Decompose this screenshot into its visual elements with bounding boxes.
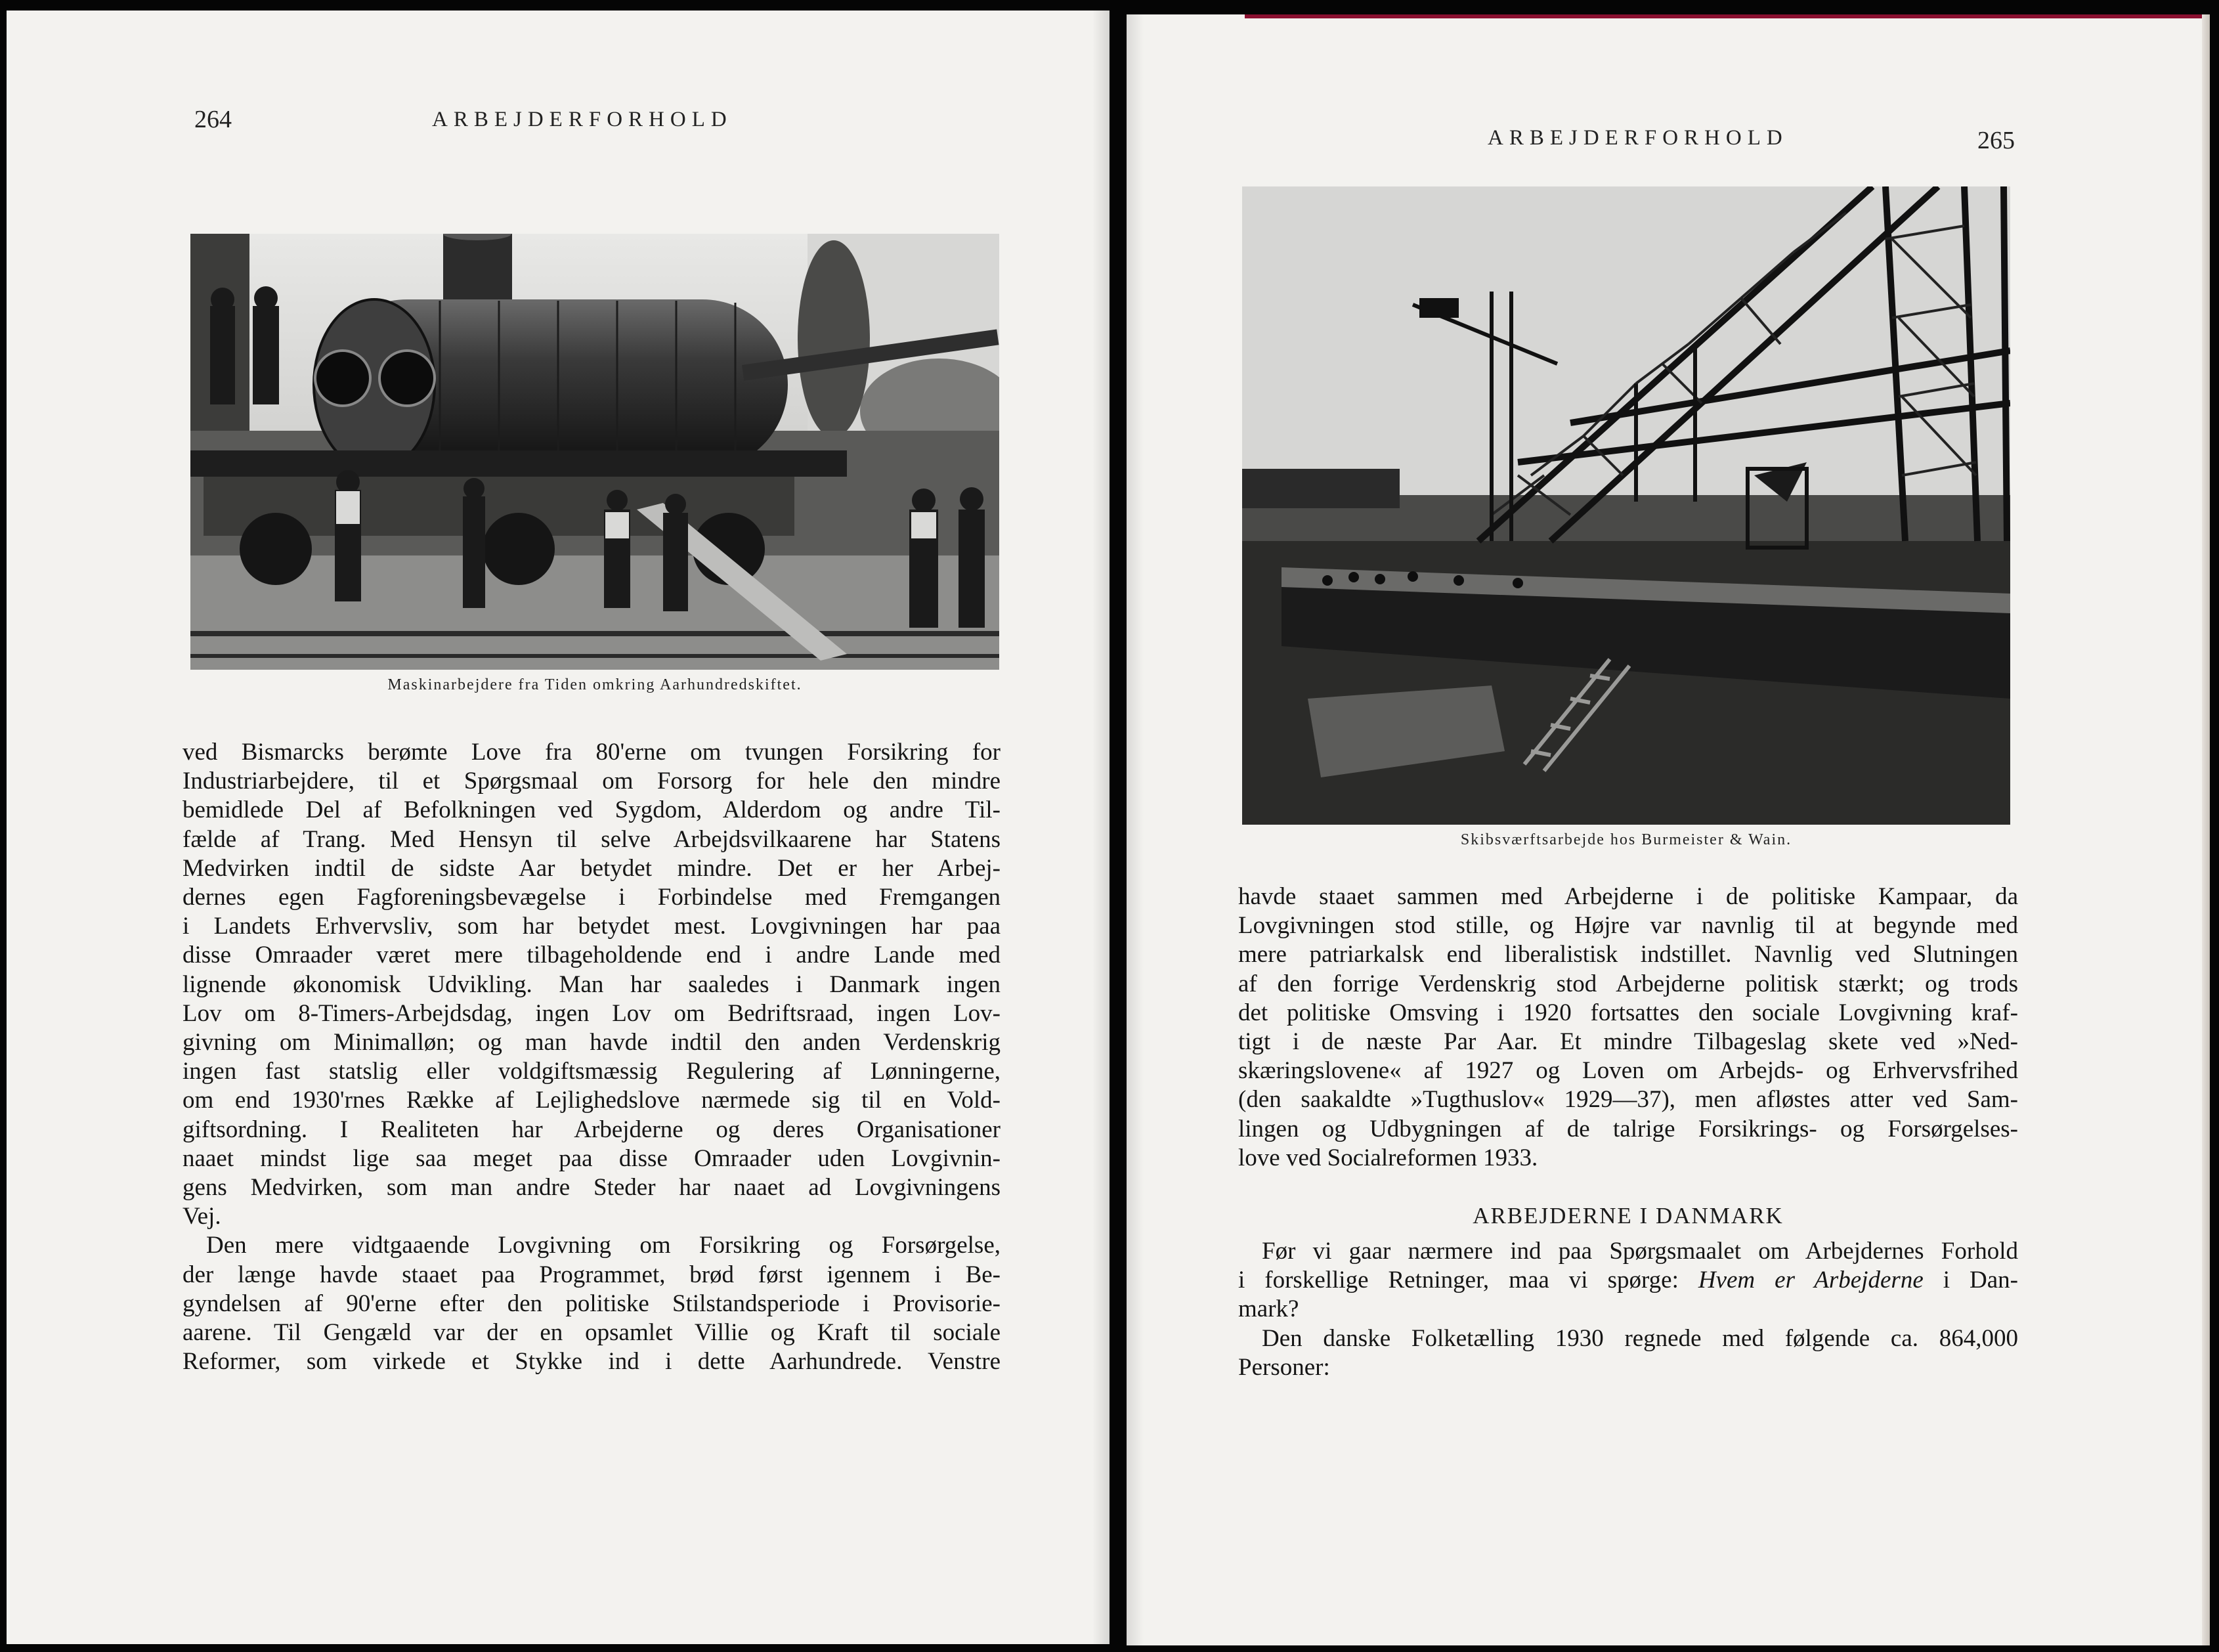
- photo-boiler-workers: [190, 234, 999, 670]
- running-head: ARBEJDERFORHOLD: [432, 108, 733, 131]
- text-line: tigt i de næste Par Aar. Et mindre Tilbageslag skete ved »Ned-: [1238, 1028, 2018, 1056]
- text-line: givning om Minimalløn; og man havde indtil den anden Verdenskrig: [183, 1029, 1001, 1056]
- text-line: gyndelsen af 90'erne efter den politiske Stilstandsperiode i Provisorie-: [183, 1290, 1001, 1317]
- figure-caption: Maskinarbejdere fra Tiden omkring Aarhundredskiftet.: [387, 676, 802, 693]
- text-line: bemidlede Del af Befolkningen ved Sygdom, Alderdom og andre Til-: [183, 796, 1001, 824]
- text-run: Personer:: [1238, 1353, 1330, 1381]
- text-run: Den danske Folketælling 1930 regnede med følgende ca. 864,000: [1262, 1324, 2018, 1352]
- figure-caption: Skibsværftsarbejde hos Burmeister & Wain.: [1460, 831, 1792, 848]
- section-body-text: [1238, 1237, 2018, 1382]
- text-run: Før vi gaar nærmere ind paa Spørgsmaalet om Arbejdernes Forhold: [1262, 1238, 2018, 1265]
- text-line: gens Medvirken, som man andre Steder har naaet ad Lovgivningens: [183, 1174, 1001, 1202]
- text-line: lignende økonomisk Udvikling. Man har saaledes i Danmark ingen: [183, 970, 1001, 998]
- text-line: ved Bismarcks berømte Love fra 80'erne om tvungen Forsikring for: [183, 739, 1001, 766]
- shipyard-illustration: [1242, 186, 2010, 825]
- text-line: disse Omraader været mere tilbageholdende end i andre Lande med: [183, 942, 1001, 969]
- text-line: mere patriarkalsk end liberalistisk indstillet. Navnlig ved Slutningen: [1238, 941, 2018, 968]
- left-page: [7, 11, 1110, 1644]
- gutter-shadow-right: [1127, 14, 1144, 1645]
- text-line: i Landets Erhvervsliv, som har betydet mest. Lovgivningen har paa: [183, 913, 1001, 940]
- text-line: love ved Socialreformen 1933.: [1238, 1144, 1538, 1171]
- text-line: Vej.: [183, 1203, 221, 1230]
- text-line: dernes egen Fagforeningsbevægelse i Forbindelse med Fremgangen: [183, 884, 1001, 911]
- text-line: ingen fast statslig eller voldgiftsmæssig Regulering af Lønningerne,: [183, 1058, 1001, 1085]
- text-run: i Dan-: [1923, 1267, 2018, 1294]
- text-line: Den mere vidtgaaende Lovgivning om Forsikring og Forsørgelse,: [206, 1232, 1001, 1259]
- text-line: Industriarbejdere, til et Spørgsmaal om Forsorg for hele den mindre: [183, 768, 1001, 795]
- text-line: fælde af Trang. Med Hensyn til selve Arbejdsvilkaarene har Statens: [183, 825, 1001, 853]
- text-line: lingen og Udbygningen af de talrige Forsikrings- og Forsørgelses-: [1238, 1115, 2018, 1142]
- text-line: skæringslovene« af 1927 og Loven om Arbejds- og Erhvervsfrihed: [1238, 1057, 2018, 1085]
- text-line: [1238, 1237, 2018, 1266]
- page-number: 265: [1977, 127, 2015, 154]
- text-line: Medvirken indtil de sidste Aar betydet mindre. Det er her Arbej-: [183, 854, 1001, 882]
- text-line: der længe havde staaet paa Programmet, brød først igennem i Be-: [183, 1261, 1001, 1288]
- text-line: Reformer, som virkede et Stykke ind i dette Aarhundrede. Venstre: [183, 1348, 1001, 1376]
- text-line: Lovgivningen stod stille, og Højre var navnlig til at begynde med: [1238, 912, 2018, 940]
- page-edge: [2202, 14, 2210, 1645]
- photo-shipyard: [1242, 186, 2010, 825]
- gutter-shadow: [1092, 11, 1110, 1644]
- text-line: det politiske Omsving i 1920 fortsattes den sociale Lovgivning kraf-: [1238, 999, 2018, 1026]
- text-line: [1238, 1353, 2018, 1382]
- text-line: [1238, 1295, 2018, 1324]
- text-line: Lov om 8-Timers-Arbejdsdag, ingen Lov om Bedriftsraad, ingen Lov-: [183, 999, 1001, 1027]
- text-line: (den saakaldte »Tugthuslov« 1929—37), men afløstes atter ved Sam-: [1238, 1086, 2018, 1114]
- left-body-text: [183, 738, 1001, 1376]
- section-heading: ARBEJDERNE I DANMARK: [1473, 1203, 1784, 1228]
- text-line: havde staaet sammen med Arbejderne i de politiske Kampaar, da: [1238, 883, 2018, 910]
- text-line: af den forrige Verdenskrig stod Arbejderne politisk stærkt; og trods: [1238, 970, 2018, 997]
- text-line: om end 1930'rnes Række af Lejlighedslove nærmede sig til en Vold-: [183, 1087, 1001, 1114]
- text-line: [1238, 1266, 2018, 1295]
- page-edge-accent: [1245, 14, 2210, 18]
- right-page: [1127, 14, 2210, 1645]
- text-line: giftsordning. I Realiteten har Arbejderne og deres Organisationer: [183, 1116, 1001, 1143]
- right-body-text: [1238, 882, 2018, 1173]
- italic-run: Hvem er Arbejderne: [1698, 1267, 1924, 1294]
- page-number: 264: [194, 106, 232, 133]
- boiler-illustration: [190, 234, 999, 670]
- text-line: [1238, 1324, 2018, 1353]
- running-head: ARBEJDERFORHOLD: [1488, 126, 1788, 150]
- text-run: i forskellige Retninger, maa vi spørge:: [1238, 1267, 1698, 1294]
- text-line: aarene. Til Gengæld var der en opsamlet Villie og Kraft til sociale: [183, 1319, 1001, 1347]
- text-run: mark?: [1238, 1295, 1299, 1323]
- text-line: naaet mindst lige saa meget paa disse Omraader uden Lovgivnin-: [183, 1144, 1001, 1172]
